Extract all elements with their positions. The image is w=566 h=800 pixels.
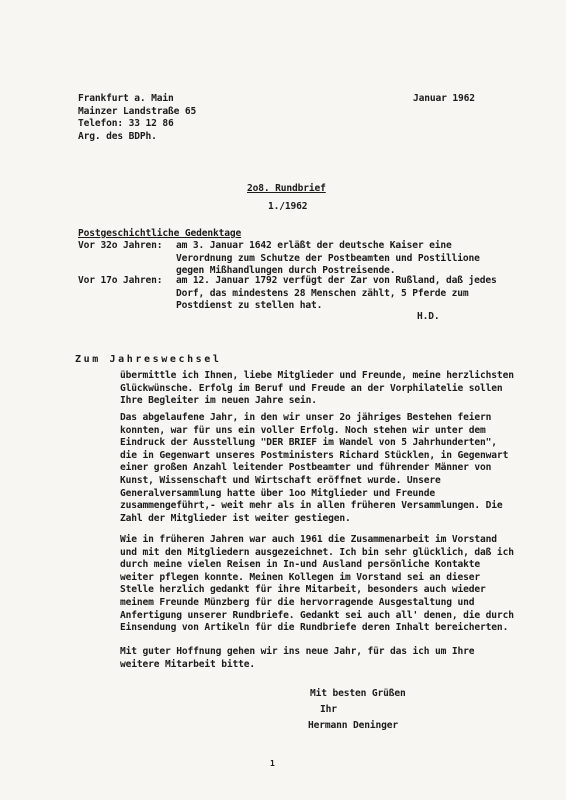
signer-name: Hermann Deninger	[308, 720, 399, 731]
closing-line: Mit besten Grüßen	[310, 688, 406, 699]
issue-number: 1./1962	[268, 201, 308, 212]
paragraph-1: übermittle ich Ihnen, liebe Mitglieder und Freunde, meine herzlichsten Glückwünsche. Erfolg im Beruf und Freude an der Vorphilatelie sollen Ihre Begleiter im neuen Jahre sein.	[120, 370, 514, 407]
section-heading: Postgeschichtliche Gedenktage	[78, 228, 242, 239]
closing-ihr: Ihr	[320, 704, 337, 715]
greeting-heading: Zum Jahreswechsel	[75, 354, 222, 365]
sender-address: Frankfurt a. Main Mainzer Landstraße 65 Telefon: 33 12 86 Arg. des BDPh.	[78, 93, 197, 142]
anniversary-label-1: Vor 32o Jahren:	[78, 240, 163, 251]
section-signature: H.D.	[417, 311, 440, 322]
anniversary-text-1: am 3. Januar 1642 erläßt der deutsche Kaiser eine Verordnung zum Schutze der Postbeamten und Postillione gegen Mißhandlungen durch Postreisende.	[176, 240, 480, 277]
paragraph-3: Wie in früheren Jahren war auch 1961 die Zusammenarbeit im Vorstand und mit den Mitgliedern ausgezeichnet. Ich bin sehr glücklich, daß ich durch meine vielen Reisen in In-und Ausland persönliche Kontakte weiter pflegen konnte. Meinen Kollegen im Vorstand sei an dieser Stelle herzlich gedankt für ihre Mitarbeit, besonders auch wieder meinem Freunde Münzberg für die hervorragende Ausgestaltung und Anfertigung unserer Rundbriefe. Gedankt sei auch all' denen, die durch Einsendung von Artikeln für die Rundbriefe deren Inhalt bereicherten.	[120, 534, 514, 634]
paragraph-2: Das abgelaufene Jahr, in den wir unser 2o jähriges Bestehen feiern konnten, war für uns ein voller Erfolg. Noch stehen wir unter dem Eindruck der Ausstellung "DER BRIEF im Wandel von 5 Jahrhunderten", die in Gegenwart unseres Postministers Richard Stücklen, in Gegenwart einer großen Anzahl leitender Postbeamter und führender Männer von Kunst, Wissenschaft und Wirtschaft eröffnet wurde. Unsere Generalversammlung hatte über 1oo Mitglieder und Freunde zusammengeführt,- weit mehr als in allen früheren Versammlungen. Die Zahl der Mitglieder ist weiter gestiegen.	[120, 412, 509, 524]
newsletter-title: 2o8. Rundbrief	[247, 183, 326, 194]
page-number: 1	[270, 759, 275, 768]
anniversary-text-2: am 12. Januar 1792 verfügt der Zar von Rußland, daß jedes Dorf, das mindestens 28 Menschen zählt, 5 Pferde zum Postdienst zu stellen hat.	[176, 275, 497, 312]
letter-date: Januar 1962	[413, 93, 475, 104]
anniversary-label-2: Vor 17o Jahren:	[78, 275, 163, 286]
paragraph-4: Mit guter Hoffnung gehen wir ins neue Jahr, für das ich um Ihre weitere Mitarbeit bitte.	[120, 646, 475, 670]
